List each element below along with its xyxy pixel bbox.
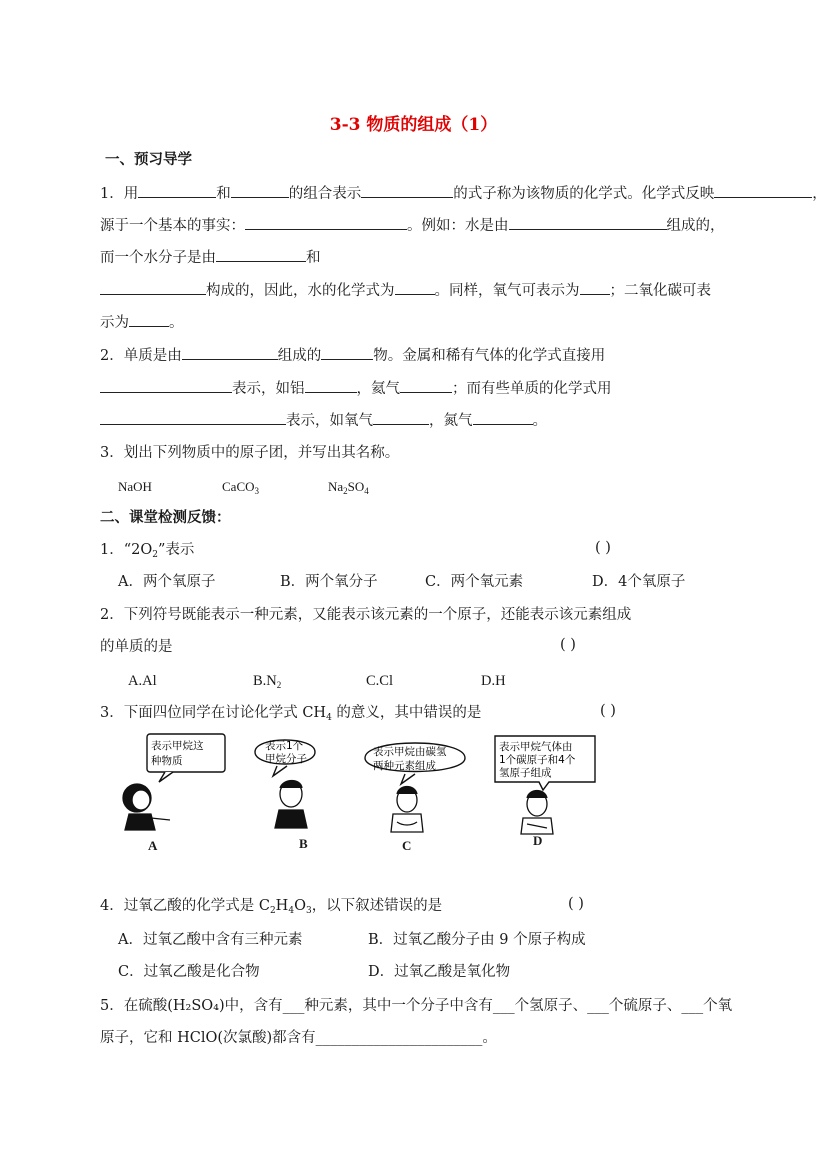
- figure-label-b: B: [299, 836, 308, 851]
- option-d[interactable]: D．过氧乙酸是氧化物: [368, 964, 511, 980]
- atom-group-item: $Na_2SO_4$: [328, 479, 369, 496]
- blank[interactable]: [245, 215, 407, 230]
- option-d[interactable]: D．4个氧原子: [592, 574, 686, 590]
- s2-q2-stem1: 2．下列符号既能表示一种元素，又能表示该元素的一个原子，还能表示该元素组成: [100, 607, 632, 623]
- bubble-a-line1: 表示甲烷这: [151, 740, 204, 752]
- speech-bubble-a: [147, 734, 225, 782]
- blank[interactable]: [361, 183, 453, 198]
- figure-label-a: A: [148, 838, 158, 853]
- blank[interactable]: [138, 183, 216, 198]
- speech-bubble-d: [495, 736, 595, 790]
- answer-paren[interactable]: ( ): [560, 637, 576, 653]
- option-a[interactable]: A.Al: [128, 673, 157, 689]
- option-b[interactable]: B．过氧乙酸分子由 9 个原子构成: [368, 932, 586, 948]
- section-heading-1: 一、预习导学: [105, 151, 192, 168]
- blank[interactable]: [231, 183, 289, 198]
- speech-bubble-c: [365, 743, 465, 784]
- bubble-a-line2: 种物质: [151, 755, 183, 767]
- option-a[interactable]: A．两个氧原子: [118, 574, 216, 590]
- bubble-d-line3: 氢原子组成: [499, 767, 552, 779]
- blank[interactable]: [305, 378, 357, 393]
- blank[interactable]: [373, 410, 429, 425]
- students-figure: [115, 730, 605, 855]
- s1-q3-stem: 3．划出下列物质中的原子团，并写出其名称。: [100, 445, 400, 461]
- student-a-icon: [123, 784, 170, 830]
- option-b[interactable]: $B.N_2$: [253, 673, 282, 690]
- s1-q2-line1: 2．单质是由 组成的 物。金属和稀有气体的化学式直接用: [100, 345, 605, 366]
- student-b-icon: [275, 781, 307, 829]
- blank[interactable]: [100, 410, 286, 425]
- s2-q5-line1: 5．在硫酸(H₂SO₄)中，含有___种元素，其中一个分子中含有___个氢原子、___个硫原子、___个氧: [100, 998, 733, 1014]
- blank[interactable]: [473, 410, 533, 425]
- s1-q1-line2: 源于一个基本的事实： 。例如：水是由 组成的，: [100, 215, 725, 236]
- speech-bubble-b: [255, 739, 315, 776]
- s2-q2-stem2: 的单质的是: [100, 639, 173, 655]
- bubble-d-line1: 表示甲烷气体由: [499, 741, 573, 753]
- option-c[interactable]: C．两个氧元素: [425, 574, 524, 590]
- option-c[interactable]: C．过氧乙酸是化合物: [118, 964, 260, 980]
- student-c-icon: [391, 787, 423, 833]
- answer-paren[interactable]: ( ): [595, 540, 611, 556]
- atom-group-item: CaCO$_3$: [222, 479, 259, 496]
- blank[interactable]: [182, 345, 278, 360]
- option-c[interactable]: C.Cl: [366, 673, 393, 689]
- blank[interactable]: [714, 183, 812, 198]
- s1-q2-line2: 表示，如铝 ，氦气 ；而有些单质的化学式用: [100, 378, 612, 399]
- bubble-b-line1: 表示1个: [265, 740, 304, 752]
- blank[interactable]: [100, 280, 206, 295]
- bubble-c-line2: 两种元素组成: [373, 760, 436, 772]
- s1-q1-line4: 构成的，因此，水的化学式为 。同样，氧气可表示为 ；二氧化碳可表: [100, 280, 711, 301]
- s2-q5-line2: 原子，它和 HClO(次氯酸)都含有_______________________。: [100, 1030, 497, 1046]
- answer-paren[interactable]: ( ): [568, 896, 584, 912]
- blank[interactable]: [321, 345, 373, 360]
- figure-label-c: C: [402, 838, 412, 853]
- bubble-b-line2: 甲烷分子: [265, 753, 307, 765]
- blank[interactable]: [580, 280, 610, 295]
- blank[interactable]: [395, 280, 435, 295]
- bubble-d-line2: 1个碳原子和4个: [499, 754, 576, 766]
- atom-group-item: NaOH: [118, 479, 152, 494]
- s1-q1-line3: 而一个水分子是由 和: [100, 247, 321, 268]
- option-b[interactable]: B．两个氧分子: [280, 574, 378, 590]
- blank[interactable]: [216, 247, 306, 262]
- bubble-c-line1: 表示甲烷由碳氢: [373, 746, 447, 758]
- s2-q4-stem: 4．过氧乙酸的化学式是 $C_2H_4O_3$，以下叙述错误的是: [100, 898, 443, 916]
- s2-q1-stem: 1．“$2O_2$”表示: [100, 542, 195, 560]
- figure-label-d: D: [533, 833, 543, 848]
- s1-q2-line3: 表示，如氧气 ，氮气 。: [100, 410, 547, 431]
- blank[interactable]: [509, 215, 667, 230]
- blank[interactable]: [100, 378, 232, 393]
- s2-q3-stem: 3．下面四位同学在讨论化学式 $CH_4$ 的意义，其中错误的是: [100, 705, 482, 723]
- student-d-icon: [521, 791, 553, 835]
- s1-q1-line5: 示为 。: [100, 312, 184, 333]
- option-d[interactable]: D.H: [481, 673, 506, 689]
- section-heading-2: 二、课堂检测反馈：: [100, 509, 231, 526]
- option-a[interactable]: A．过氧乙酸中含有三种元素: [118, 932, 303, 948]
- s1-q1-line1: 1．用 和 的组合表示 的式子称为该物质的化学式。化学式反映 ，: [100, 183, 827, 204]
- blank[interactable]: [129, 312, 169, 327]
- answer-paren[interactable]: ( ): [600, 703, 616, 719]
- blank[interactable]: [400, 378, 452, 393]
- page-title: 3-3 物质的组成（1）: [329, 115, 498, 135]
